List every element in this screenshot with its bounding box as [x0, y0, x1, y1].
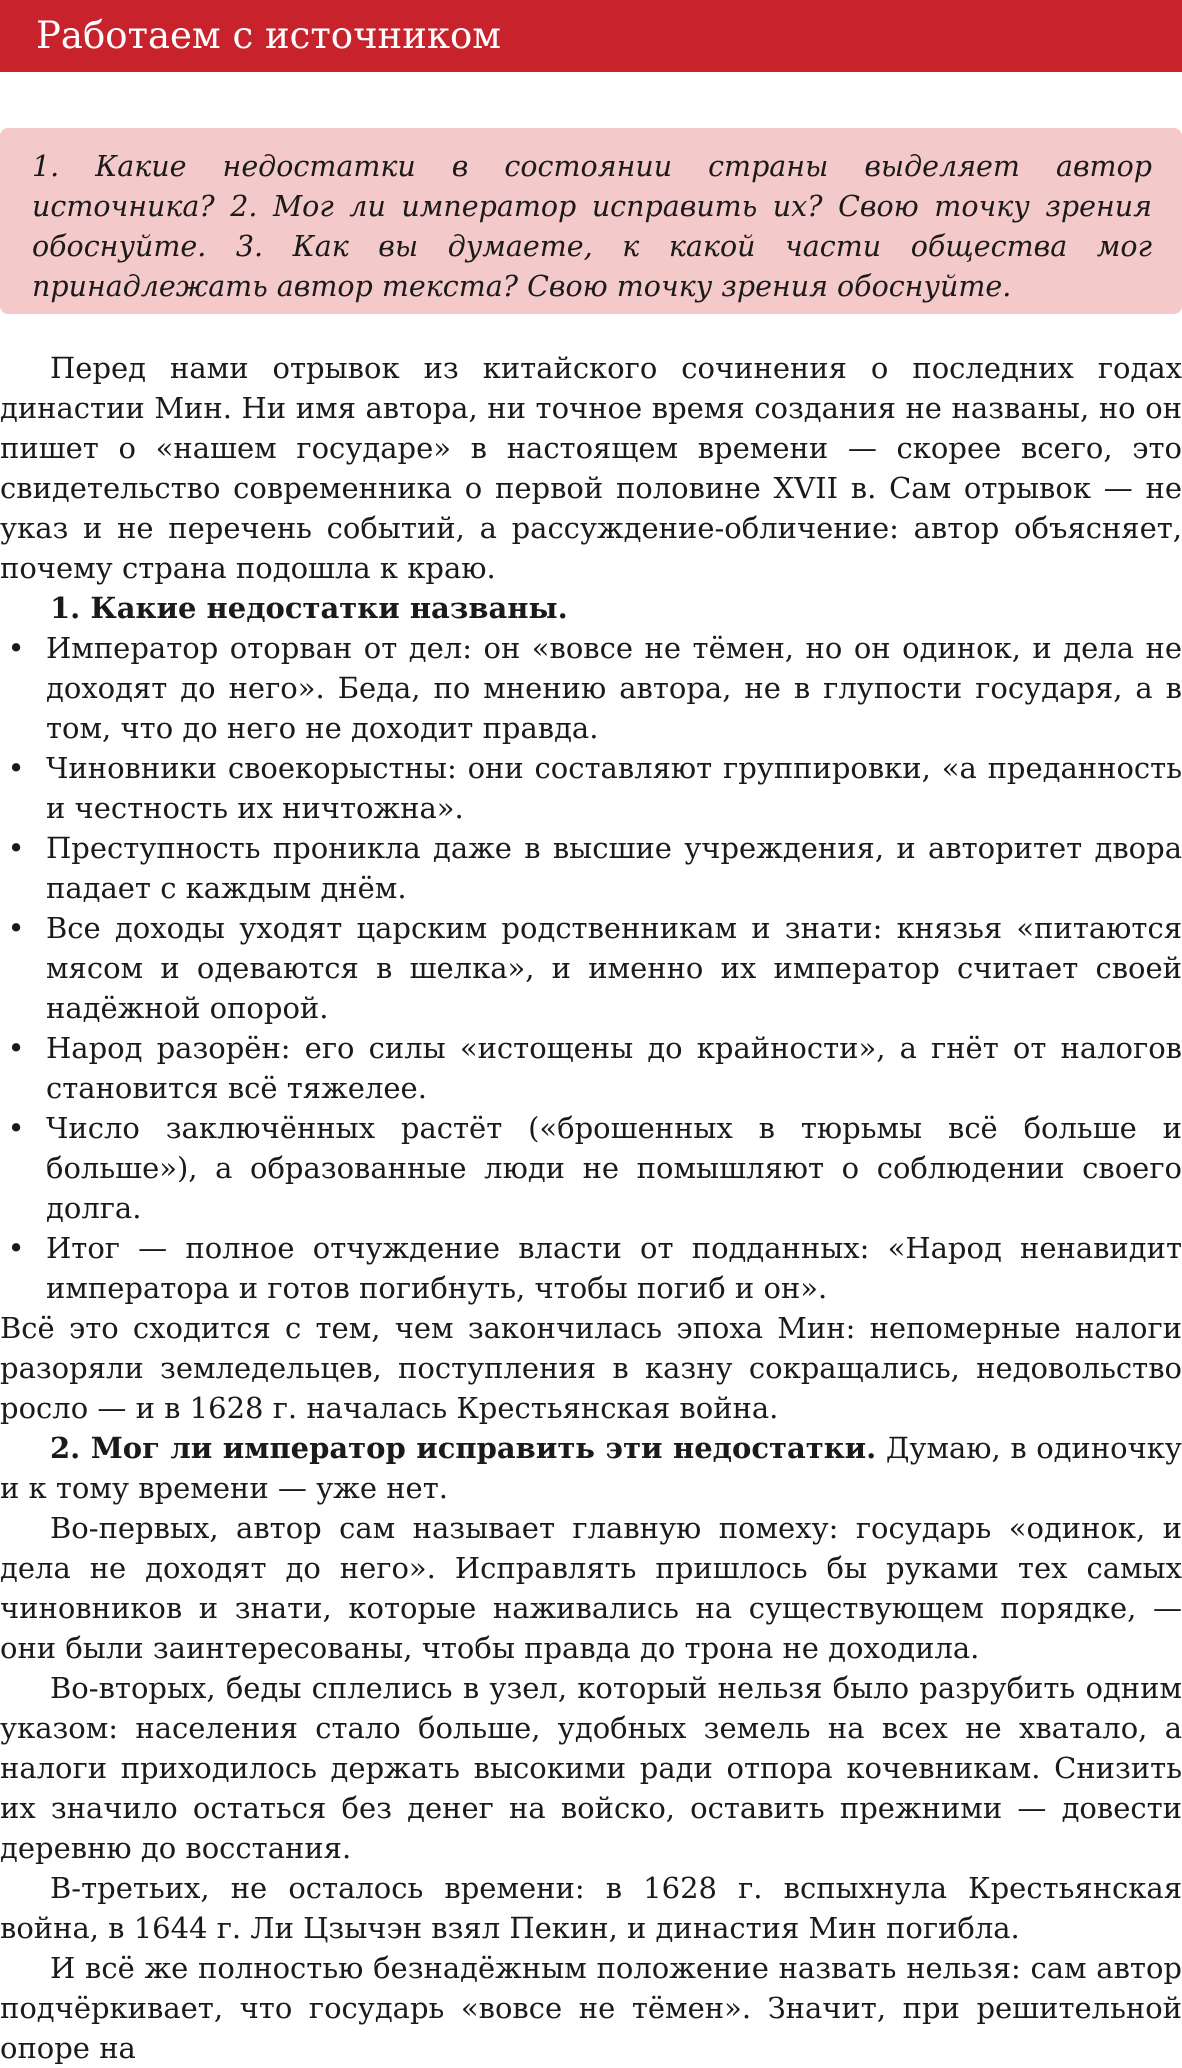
- section-title: Работаем с источником: [36, 14, 502, 57]
- questions-box: [0, 128, 1182, 314]
- section-header: [0, 0, 1182, 72]
- list-item: [0, 748, 1182, 828]
- closing-paragraph: И всё же полностью безнадёжным положение назвать нельзя: сам автор подчёркивает, что государь «вовсе не тёмен». Значит, при решительной опоре на: [0, 1951, 1182, 2065]
- bullet-icon: •: [7, 1111, 25, 1145]
- bullet-icon: •: [7, 831, 25, 865]
- reason-first-paragraph: Во-первых, автор сам называет главную помеху: государь «одинок, и дела не доходят до него». Исправлять пришлось бы руками тех самых чиновников и знати, которые наживались на существующем порядке, — они были заинтересованы, чтобы правда до трона не доходила.: [0, 1511, 1182, 1665]
- bullet-icon: •: [7, 1031, 25, 1065]
- list-item-text: Число заключённых растёт («брошенных в тюрьмы всё больше и больше»), а образованные люди не помышляют о соблюдении своего долга.: [46, 1111, 1182, 1225]
- reason-third-paragraph: В-третьих, не осталось времени: в 1628 г. вспыхнула Крестьянская война, в 1644 г. Ли Цзычэн взял Пекин, и династия Мин погибла.: [0, 1871, 1182, 1945]
- reason-second-paragraph: Во-вторых, беды сплелись в узел, который нельзя было разрубить одним указом: населения стало больше, удобных земель на всех не хватало, а налоги приходилось держать высокими ради отпора кочевникам. Снизить их значило остаться без денег на войско, оставить прежними — довести деревню до восстания.: [0, 1671, 1182, 1865]
- list-item-text: Все доходы уходят царским родственникам и знати: князья «питаются мясом и одеваются в шелка», и именно их император считает своей надёжной опорой.: [46, 911, 1182, 1025]
- list-item-text: Итог — полное отчуждение власти от подданных: «Народ ненавидит императора и готов погибнуть, чтобы погиб и он».: [46, 1231, 1182, 1305]
- heading-question-2-text: 2. Мог ли император исправить эти недостатки.: [50, 1431, 877, 1465]
- list-item: [0, 1108, 1182, 1228]
- bullet-icon: •: [7, 1231, 25, 1265]
- list-item: [0, 628, 1182, 748]
- list-item: [0, 1028, 1182, 1108]
- summary-paragraph: Всё это сходится с тем, чем закончилась эпоха Мин: непомерные налоги разоряли земледельцев, поступления в казну сокращались, недовольство росло — и в 1628 г. началась Крестьянская война.: [0, 1311, 1182, 1425]
- intro-paragraph: Перед нами отрывок из китайского сочинения о последних годах династии Мин. Ни имя автора, ни точное время создания не названы, но он пишет о «нашем государе» в настоящем времени — скорее всего, это свидетельство современника о первой половине XVII в. Сам отрывок — не указ и не перечень событий, а рассуждение-обличение: автор объясняет, почему страна подошла к краю.: [0, 351, 1182, 585]
- bullet-icon: •: [7, 751, 25, 785]
- heading-question-2: [0, 1428, 1182, 1508]
- bullet-icon: •: [7, 911, 25, 945]
- list-item-text: Преступность проникла даже в высшие учреждения, и авторитет двора падает с каждым днём.: [46, 831, 1182, 905]
- heading-question-1-text: 1. Какие недостатки названы.: [50, 591, 568, 625]
- bullet-icon: •: [7, 631, 25, 665]
- list-item: [0, 828, 1182, 908]
- list-item-text: Чиновники своекорыстны: они составляют группировки, «а преданность и честность их ничтожна».: [46, 751, 1182, 825]
- list-item-text: Народ разорён: его силы «истощены до крайности», а гнёт от налогов становится всё тяжелее.: [46, 1031, 1182, 1105]
- questions-text: 1. Какие недостатки в состоянии страны выделяет автор источника? 2. Мог ли император исправить их? Свою точку зрения обоснуйте. 3. Как вы думаете, к какой части общества мог принадлежать автор текста? Свою точку зрения обоснуйте.: [32, 150, 1152, 303]
- heading-question-2-answer: Думаю, в одиночку и к тому времени — уже нет.: [0, 1431, 1182, 1505]
- list-item: [0, 1228, 1182, 1308]
- list-item: [0, 908, 1182, 1028]
- answer-text: [0, 348, 1182, 2068]
- shortcomings-list: [0, 628, 1182, 1308]
- heading-question-1: [0, 588, 1182, 628]
- list-item-text: Император оторван от дел: он «вовсе не тёмен, но он одинок, и дела не доходят до него». Беда, по мнению автора, не в глупости государя, а в том, что до него не доходит правда.: [46, 631, 1182, 745]
